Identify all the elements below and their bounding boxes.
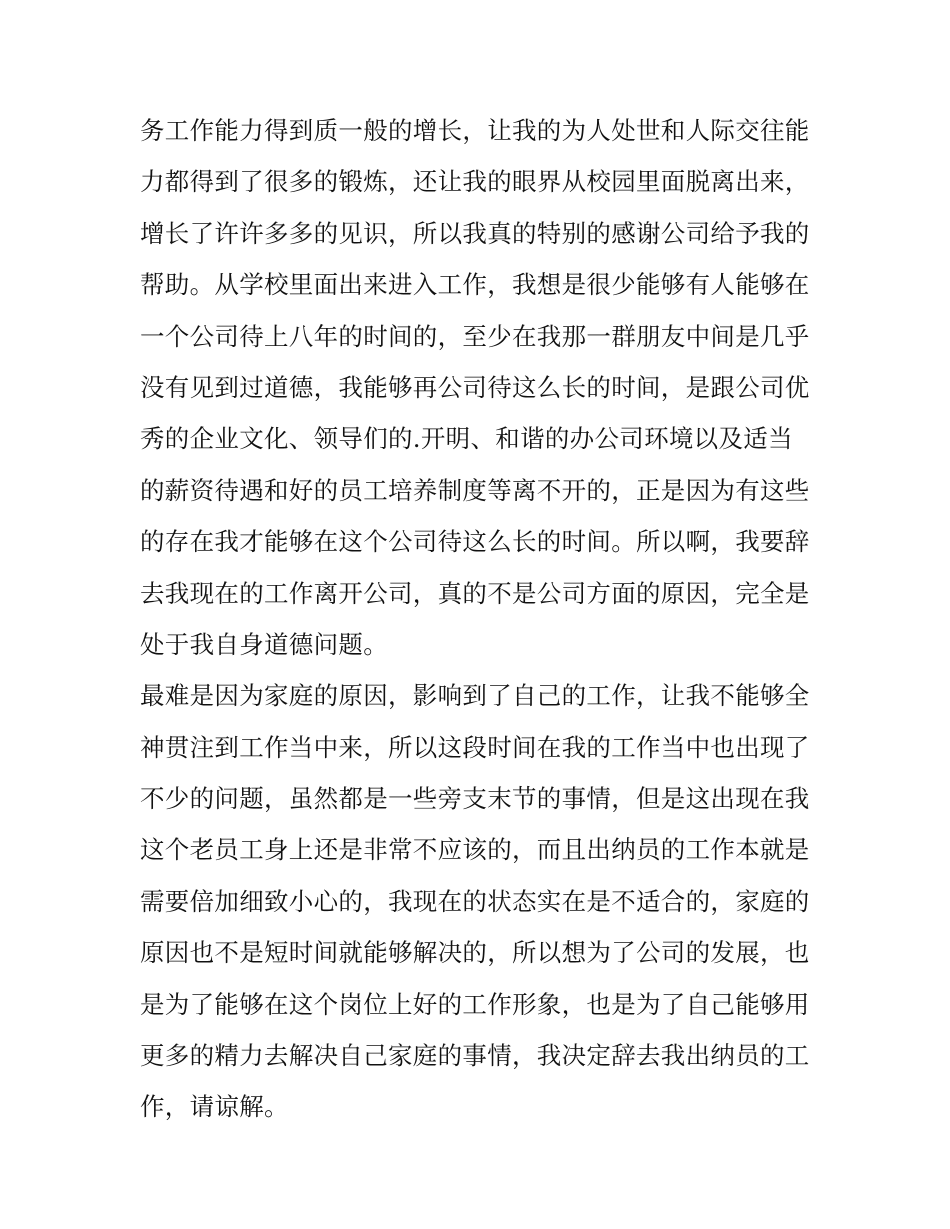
text-line: 需要倍加细致小心的，我现在的状态实在是不适合的，家庭的: [140, 886, 810, 916]
text-line: 神贯注到工作当中来，所以这段时间在我的工作当中也出现了: [140, 732, 810, 762]
text-line: 这个老员工身上还是非常不应该的，而且出纳员的工作本就是: [140, 835, 810, 865]
text-line: 没有见到过道德，我能够再公司待这么长的时间，是跟公司优: [140, 372, 810, 402]
paragraph-2: [140, 670, 820, 1133]
text-line: 原因也不是短时间就能够解决的，所以想为了公司的发展，也: [140, 938, 810, 968]
paragraph-1: [140, 105, 820, 670]
text-line: 最难是因为家庭的原因，影响到了自己的工作，让我不能够全: [140, 681, 810, 711]
text-line: 处于我自身道德问题。: [140, 629, 388, 659]
text-line: 秀的企业文化、领导们的.开明、和谐的办公司环境以及适当: [140, 424, 793, 454]
text-line: 更多的精力去解决自己家庭的事情，我决定辞去我出纳员的工: [140, 1041, 810, 1071]
text-line: 的存在我才能够在这个公司待这么长的时间。所以啊，我要辞: [140, 527, 810, 557]
text-line: 去我现在的工作离开公司，真的不是公司方面的原因，完全是: [140, 578, 810, 608]
text-line: 帮助。从学校里面出来进入工作，我想是很少能够有人能够在: [140, 270, 810, 300]
text-line: 不少的问题，虽然都是一些旁支末节的事情，但是这出现在我: [140, 784, 810, 814]
text-line: 增长了许许多多的见识，所以我真的特别的感谢公司给予我的: [140, 218, 810, 248]
text-line: 力都得到了很多的锻炼，还让我的眼界从校园里面脱离出来，: [140, 167, 810, 197]
text-line: 作，请谅解。: [140, 1092, 289, 1122]
text-line: 是为了能够在这个岗位上好的工作形象，也是为了自己能够用: [140, 989, 810, 1019]
text-line: 务工作能力得到质一般的增长，让我的为人处世和人际交往能: [140, 116, 810, 145]
text-line: 一个公司待上八年的时间的，至少在我那一群朋友中间是几乎: [140, 321, 810, 351]
body-text: [140, 105, 820, 1133]
text-line: 的薪资待遇和好的员工培养制度等离不开的，正是因为有这些: [140, 475, 810, 505]
